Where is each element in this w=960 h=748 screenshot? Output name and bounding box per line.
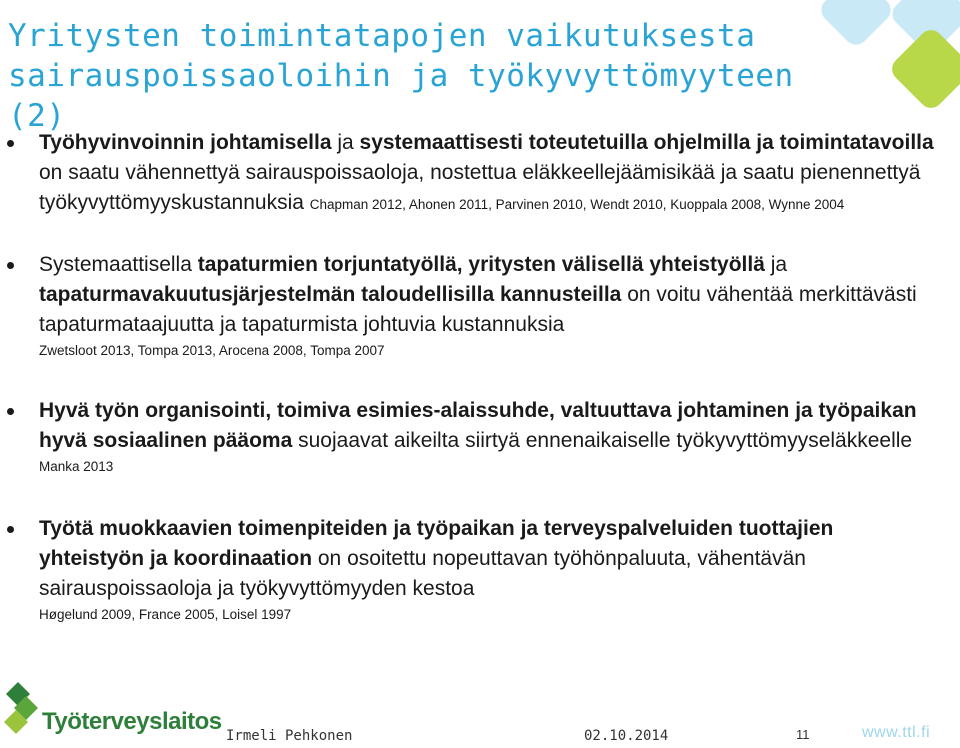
bullet-text — [39, 250, 936, 340]
bullet-plain-text: on voitu vähentää merkittävästi tapaturmataajuutta ja tapaturmista johtuvia kustannuksia — [39, 283, 917, 336]
page-number: 11 — [796, 727, 810, 742]
bullet-plain-text: ja — [331, 131, 360, 154]
bullet-item-3 — [0, 396, 960, 478]
bullet-emphasis: systemaattisesti toteutetuilla ohjelmilla ja toimintatavoilla — [359, 131, 934, 154]
bullet-plain-text: suojaavat aikeilta siirtyä ennenaikaiselle työkyvyttömyyseläkkeelle — [292, 429, 913, 452]
bullet-plain-text: on saatu vähennettyä sairauspoissaoloja, nostettua eläkkeellejäämisikää ja saatu pienennettyä työkyvyttömyyskustannuksia — [39, 161, 921, 214]
footer-author: Irmeli Pehkonen — [226, 728, 353, 744]
bullet-emphasis: Hyvä työn organisointi, toimiva esimies-alaissuhde, valtuuttava johtaminen ja työpaikan hyvä sosiaalinen pääoma — [39, 399, 917, 452]
title-line-2: sairauspoissaoloihin ja työkyvyttömyyteen (2) — [8, 58, 794, 134]
bullet-plain-text: ja — [764, 253, 788, 276]
slide-footer — [0, 678, 960, 748]
bullet-dot — [7, 408, 14, 415]
bullet-emphasis: tapaturmien torjuntatyöllä, yritysten välisellä yhteistyöllä — [197, 253, 765, 276]
bullet-reference: Manka 2013 — [39, 459, 114, 474]
bullet-plain-text: on osoitettu nopeuttavan työhönpaluuta, vähentävän sairauspoissaoloja ja työkyvyttömyyden kestoa — [39, 547, 806, 600]
bullet-item-4 — [0, 514, 960, 626]
bullet-reference: Høgelund 2009, France 2005, Loisel 1997 — [39, 607, 292, 622]
bullet-emphasis: tapaturmavakuutusjärjestelmän taloudellisilla kannusteilla — [39, 283, 622, 306]
bullet-text — [39, 128, 936, 220]
bullet-text — [39, 514, 936, 604]
footer-url[interactable]: www.ttl.fi — [862, 724, 931, 741]
bullet-emphasis: Työhyvinvoinnin johtamisella — [39, 131, 332, 154]
ttl-logo — [4, 678, 222, 744]
slide-title — [8, 16, 868, 136]
bullet-dot — [7, 140, 14, 147]
bullet-list — [0, 126, 960, 626]
bullet-dot — [7, 262, 14, 269]
bullet-reference: Chapman 2012, Ahonen 2011, Parvinen 2010, Wendt 2010, Kuoppala 2008, Wynne 2004 — [309, 197, 845, 212]
bullet-emphasis: Työtä muokkaavien toimenpiteiden ja työpaikan ja terveyspalveluiden tuottajien yhteistyön ja koordinaation — [39, 517, 834, 570]
bullet-item-1 — [0, 128, 960, 220]
bullet-dot — [7, 526, 14, 533]
title-line-1: Yritysten toimintatapojen vaikutuksesta — [8, 18, 756, 54]
bullet-text — [39, 396, 936, 456]
bullet-item-2 — [0, 250, 960, 362]
footer-date: 02.10.2014 — [584, 728, 669, 744]
bullet-reference: Zwetsloot 2013, Tompa 2013, Arocena 2008, Tompa 2007 — [39, 343, 385, 358]
bullet-plain-text: Systemaattisella — [39, 253, 198, 276]
logo-mark-icon — [4, 678, 44, 744]
logo-wordmark: Työterveyslaitos — [42, 708, 222, 735]
